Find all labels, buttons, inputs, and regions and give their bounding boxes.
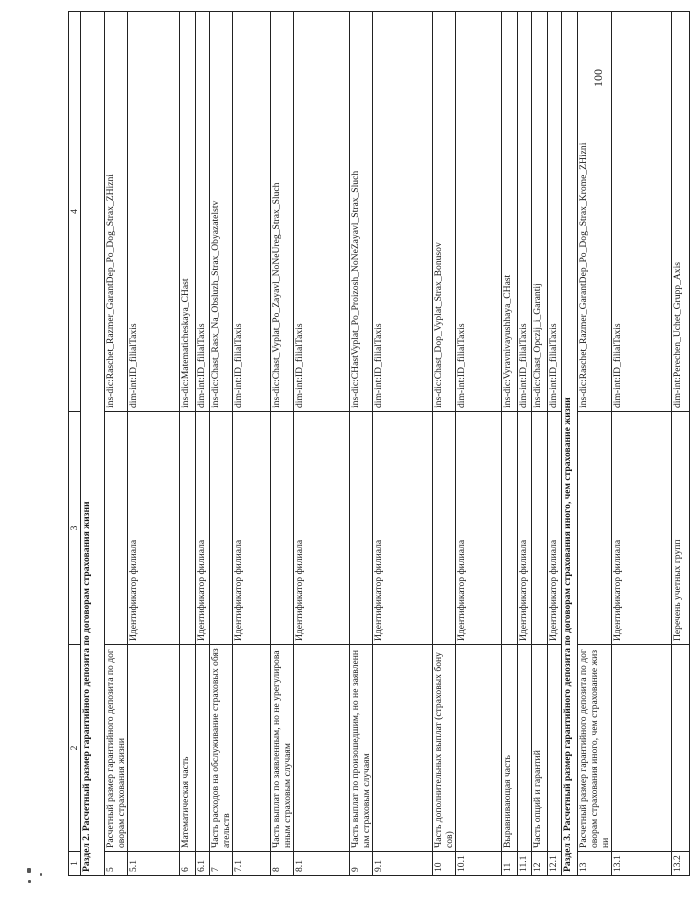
row-number: 6 [180, 852, 196, 876]
table-row [233, 12, 271, 876]
column-header: 2 [69, 645, 81, 852]
indicator-name: Часть дополнительных выплат (страховых бонусов) [433, 645, 456, 852]
table-row [105, 12, 128, 876]
indicator-name [672, 645, 690, 852]
column-header: 4 [69, 12, 81, 412]
row-number: 13.2 [672, 852, 690, 876]
indicator-name: Часть выплат по произошедшим, но не заявленным страховым случаям [350, 645, 373, 852]
taxonomy-code: dim-int:ID_filialTaxis [548, 12, 562, 412]
indicator-name [612, 645, 672, 852]
indicator-name [518, 645, 532, 852]
dimension-name: Идентификатор филиала [128, 412, 180, 645]
taxonomy-code: dim-int:ID_filialTaxis [373, 12, 433, 412]
taxonomy-code: ins-dic:Vyravnivayushhaya_CHast [502, 12, 518, 412]
table-row [456, 12, 502, 876]
indicator-name: Выравнивающая часть [502, 645, 518, 852]
rotated-table-block [68, 8, 683, 880]
taxonomy-code: ins-dic:Raschet_Razmer_GarantDep_Po_Dog_Strax_ZHizni [105, 12, 128, 412]
table-row [612, 12, 672, 876]
dimension-name: Идентификатор филиала [456, 412, 502, 645]
row-number: 12.1 [548, 852, 562, 876]
dimension-name [578, 412, 612, 645]
dimension-name [210, 412, 233, 645]
scan-speck [28, 880, 31, 883]
dimension-name: Идентификатор филиала [612, 412, 672, 645]
table-row [373, 12, 433, 876]
dimension-name: Идентификатор филиала [233, 412, 271, 645]
table-row [672, 12, 690, 876]
taxonomy-code: ins-dic:CHastVyplat_Po_Proizosh_NoNeZayavl_Strax_Sluch [350, 12, 373, 412]
taxonomy-code: dim-int:Perechen_Uchet_Grupp_Axis [672, 12, 690, 412]
indicator-name [196, 645, 210, 852]
taxonomy-code: ins-dic:Chast_Vyplat_Po_Zayavl_NoNeUreg_Strax_Sluch [271, 12, 294, 412]
dimension-name [105, 412, 128, 645]
column-header: 1 [69, 852, 81, 876]
indicator-name: Расчетный размер гарантийного депозита по договорам страхования жизни [105, 645, 128, 852]
row-number: 6.1 [196, 852, 210, 876]
taxonomy-code: dim-int:ID_filialTaxis [128, 12, 180, 412]
dimension-name [350, 412, 373, 645]
column-header: 3 [69, 412, 81, 645]
indicator-name: Часть опций и гарантий [532, 645, 548, 852]
indicator-name [456, 645, 502, 852]
taxonomy-code: dim-int:ID_filialTaxis [233, 12, 271, 412]
taxonomy-code: dim-int:ID_filialTaxis [294, 12, 350, 412]
row-number: 7 [210, 852, 233, 876]
table-row [180, 12, 196, 876]
dimension-name [502, 412, 518, 645]
taxonomy-table [68, 11, 690, 876]
taxonomy-code: ins-dic:Chast_Dop_Vyplat_Strax_Bonusov [433, 12, 456, 412]
section-row [81, 12, 105, 876]
table-row [271, 12, 294, 876]
table-row [578, 12, 612, 876]
dimension-name: Идентификатор филиала [373, 412, 433, 645]
taxonomy-code: dim-int:ID_filialTaxis [518, 12, 532, 412]
row-number: 11.1 [518, 852, 532, 876]
indicator-name: Часть выплат по заявленным, но не урегулированным страховым случаям [271, 645, 294, 852]
table-row [294, 12, 350, 876]
dimension-name: Идентификатор филиала [294, 412, 350, 645]
scan-speck [27, 868, 31, 873]
table-row [196, 12, 210, 876]
page-number: 100 [591, 69, 605, 87]
dimension-name: Идентификатор филиала [518, 412, 532, 645]
taxonomy-code: ins-dic:Matematicheskaya_CHast [180, 12, 196, 412]
taxonomy-code: dim-int:ID_filialTaxis [612, 12, 672, 412]
taxonomy-code: ins-dic:Raschet_Razmer_GarantDep_Po_Dog_Strax_Krome_ZHizni [578, 12, 612, 412]
header-row [69, 12, 81, 876]
table-row [350, 12, 373, 876]
taxonomy-code: ins-dic:Chast_Rasx_Na_Obsluzh_Strax_Obyazatelstv [210, 12, 233, 412]
section-heading: Раздел 2. Расчетный размер гарантийного депозита по договорам страхования жизни [81, 12, 105, 876]
table-row [128, 12, 180, 876]
table-row [532, 12, 548, 876]
indicator-name [233, 645, 271, 852]
section-heading: Раздел 3. Расчетный размер гарантийного депозита по договорам страхования иного, чем страхование жизни [562, 12, 578, 876]
dimension-name: Перечень учетных групп [672, 412, 690, 645]
row-number: 7.1 [233, 852, 271, 876]
row-number: 10.1 [456, 852, 502, 876]
indicator-name [373, 645, 433, 852]
table-row [518, 12, 532, 876]
taxonomy-code: ins-dic:Chast_Opczij_i_Garantij [532, 12, 548, 412]
dimension-name: Идентификатор филиала [196, 412, 210, 645]
row-number: 11 [502, 852, 518, 876]
indicator-name [294, 645, 350, 852]
row-number: 13.1 [612, 852, 672, 876]
row-number: 9.1 [373, 852, 433, 876]
row-number: 8.1 [294, 852, 350, 876]
table-row [433, 12, 456, 876]
taxonomy-code: dim-int:ID_filialTaxis [456, 12, 502, 412]
indicator-name [548, 645, 562, 852]
dimension-name [532, 412, 548, 645]
table-row [502, 12, 518, 876]
indicator-name [128, 645, 180, 852]
dimension-name: Идентификатор филиала [548, 412, 562, 645]
indicator-name: Часть расходов на обслуживание страховых обязательств [210, 645, 233, 852]
table-row [210, 12, 233, 876]
row-number: 10 [433, 852, 456, 876]
section-row [562, 12, 578, 876]
indicator-name: Математическая часть [180, 645, 196, 852]
scan-speck [40, 873, 42, 876]
table-row [548, 12, 562, 876]
row-number: 12 [532, 852, 548, 876]
dimension-name [271, 412, 294, 645]
row-number: 5 [105, 852, 128, 876]
dimension-name [433, 412, 456, 645]
row-number: 8 [271, 852, 294, 876]
row-number: 9 [350, 852, 373, 876]
row-number: 5.1 [128, 852, 180, 876]
row-number: 13 [578, 852, 612, 876]
dimension-name [180, 412, 196, 645]
taxonomy-code: dim-int:ID_filialTaxis [196, 12, 210, 412]
indicator-name: Расчетный размер гарантийного депозита по договорам страхования иного, чем страхование жизни [578, 645, 612, 852]
